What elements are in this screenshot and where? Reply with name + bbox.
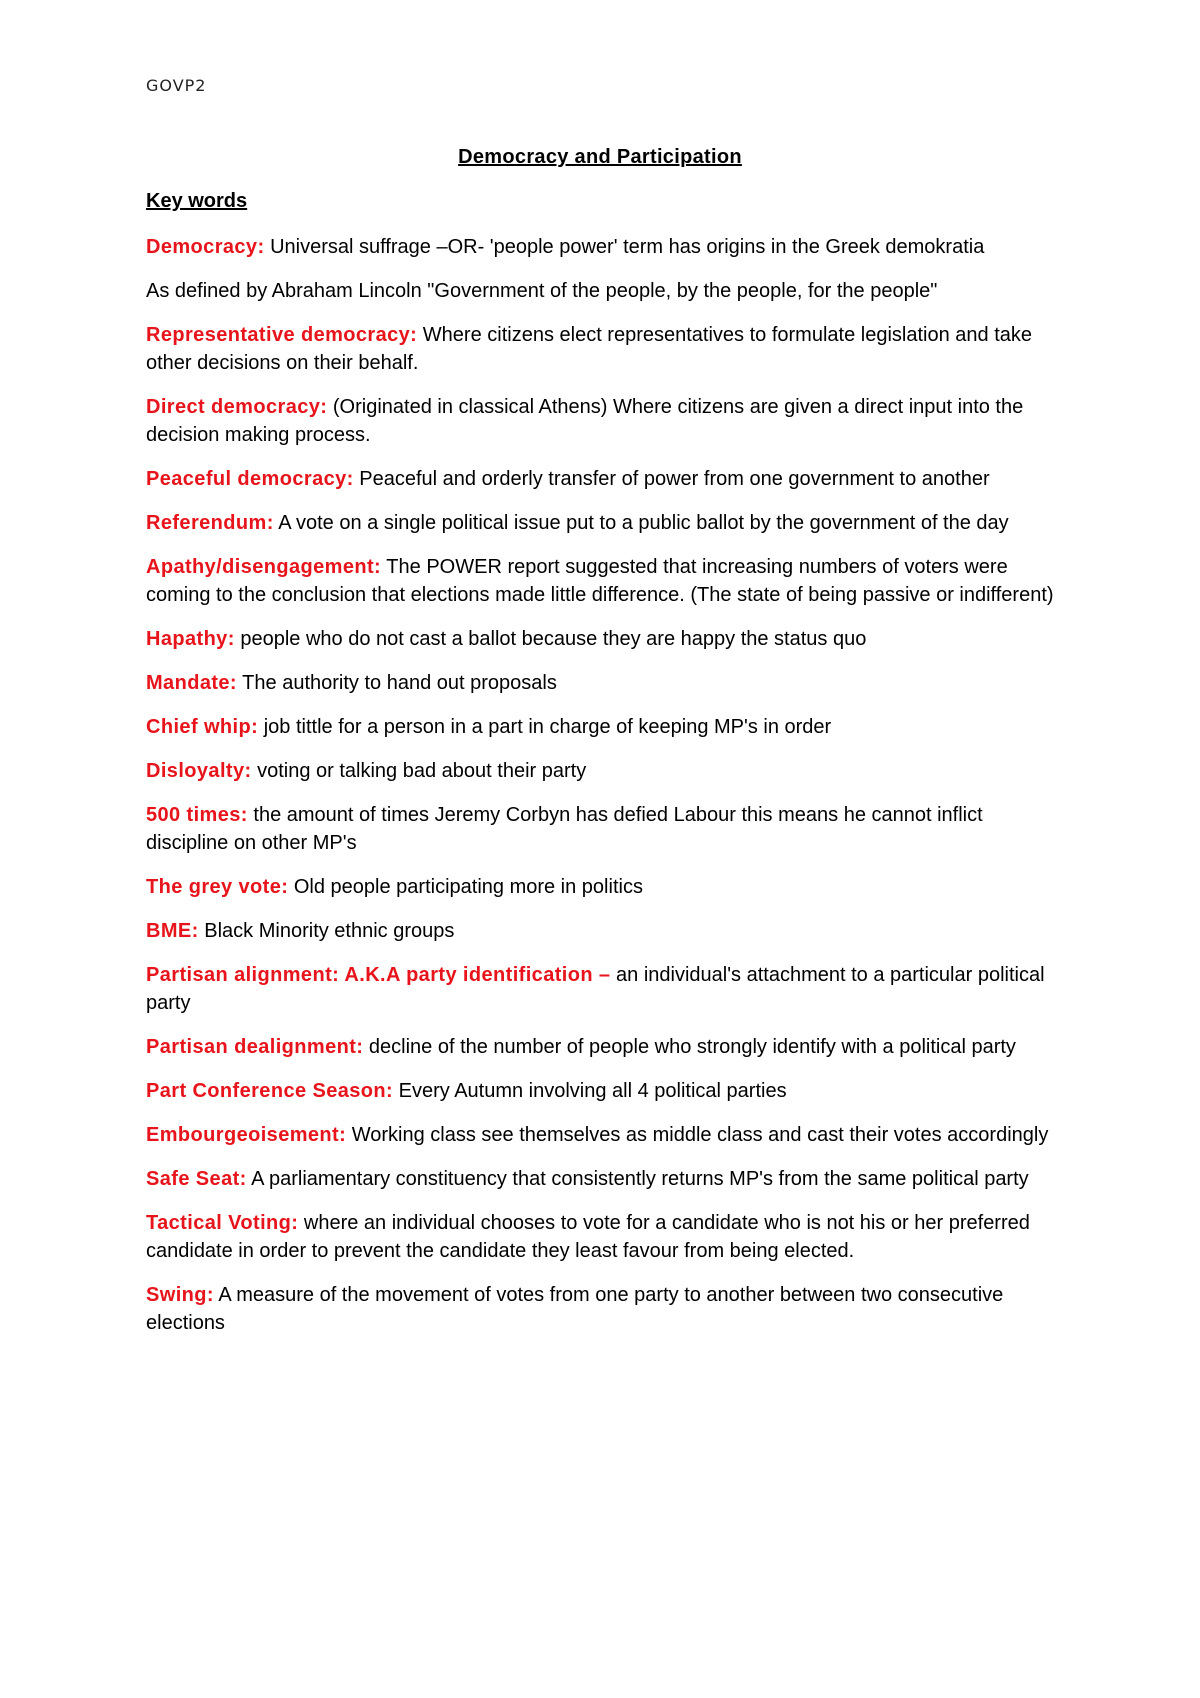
keyword-term: Representative democracy: xyxy=(146,324,418,346)
keyword-entry xyxy=(146,669,1066,697)
keyword-entry xyxy=(146,553,1066,609)
keyword-definition: voting or talking bad about their party xyxy=(251,760,587,782)
keyword-entry xyxy=(146,1165,1066,1193)
keyword-term: Direct democracy: xyxy=(146,396,328,418)
keyword-entry xyxy=(146,1033,1066,1061)
keyword-definition: Working class see themselves as middle class and cast their votes accordingly xyxy=(346,1124,1049,1146)
keyword-term: Hapathy: xyxy=(146,628,235,650)
keyword-entry xyxy=(146,465,1066,493)
keyword-term: Apathy/disengagement: xyxy=(146,556,382,578)
keyword-definition: A vote on a single political issue put to a public ballot by the government of the day xyxy=(273,512,1009,534)
keyword-definition: the amount of times Jeremy Corbyn has defied Labour this means he cannot inflict discipline on other MP's xyxy=(146,804,983,854)
section-heading: Key words xyxy=(146,190,248,212)
keyword-definition: The POWER report suggested that increasing numbers of voters were coming to the conclusion that elections made little difference. (The state of being passive or indifferent) xyxy=(146,556,1054,606)
keyword-entry xyxy=(146,1121,1066,1149)
keyword-list xyxy=(146,233,1066,1353)
keyword-entry xyxy=(146,961,1066,1017)
keyword-definition: an individual's attachment to a particular political party xyxy=(146,964,1045,1014)
keyword-term: Partisan dealignment: xyxy=(146,1036,364,1058)
keyword-definition: Every Autumn involving all 4 political parties xyxy=(393,1080,787,1102)
header-code: GOVP2 xyxy=(146,76,207,95)
keyword-entry xyxy=(146,1077,1066,1105)
keyword-term: The grey vote: xyxy=(146,876,289,898)
keyword-definition: Black Minority ethnic groups xyxy=(198,920,455,942)
keyword-entry xyxy=(146,393,1066,449)
keyword-definition: job tittle for a person in a part in charge of keeping MP's in order xyxy=(258,716,832,738)
keyword-definition: people who do not cast a ballot because they are happy the status quo xyxy=(234,628,867,650)
keyword-definition: Universal suffrage –OR- 'people power' term has origins in the Greek demokratia xyxy=(264,236,985,258)
keyword-term: Partisan alignment: A.K.A party identification – xyxy=(146,964,611,986)
document-title: Democracy and Participation xyxy=(458,146,742,168)
keyword-term: Chief whip: xyxy=(146,716,259,738)
keyword-definition: As defined by Abraham Lincoln "Government of the people, by the people, for the people" xyxy=(146,280,938,302)
keyword-definition: (Originated in classical Athens) Where citizens are given a direct input into the decision making process. xyxy=(146,396,1024,446)
keyword-entry xyxy=(146,873,1066,901)
keyword-term: Tactical Voting: xyxy=(146,1212,299,1234)
keyword-definition: where an individual chooses to vote for a candidate who is not his or her preferred candidate in order to prevent the candidate they least favour from being elected. xyxy=(146,1212,1030,1262)
keyword-definition: A measure of the movement of votes from one party to another between two consecutive elections xyxy=(146,1284,1004,1334)
keyword-entry xyxy=(146,233,1066,261)
keyword-entry xyxy=(146,713,1066,741)
keyword-definition: Where citizens elect representatives to formulate legislation and take other decisions on their behalf. xyxy=(146,324,1032,374)
keyword-term: Mandate: xyxy=(146,672,237,694)
keyword-entry xyxy=(146,509,1066,537)
keyword-term: BME: xyxy=(146,920,199,942)
keyword-definition: Old people participating more in politics xyxy=(288,876,643,898)
keyword-term: Referendum: xyxy=(146,512,274,534)
keyword-entry xyxy=(146,625,1066,653)
keyword-entry xyxy=(146,1281,1066,1337)
keyword-term: Safe Seat: xyxy=(146,1168,247,1190)
keyword-entry xyxy=(146,801,1066,857)
keyword-term: Embourgeoisement: xyxy=(146,1124,347,1146)
keyword-definition: decline of the number of people who strongly identify with a political party xyxy=(363,1036,1016,1058)
keyword-term: Disloyalty: xyxy=(146,760,252,782)
keyword-term: Peaceful democracy: xyxy=(146,468,354,490)
keyword-definition: A parliamentary constituency that consistently returns MP's from the same political party xyxy=(246,1168,1029,1190)
keyword-entry xyxy=(146,757,1066,785)
keyword-term: Part Conference Season: xyxy=(146,1080,394,1102)
keyword-definition: Peaceful and orderly transfer of power from one government to another xyxy=(353,468,990,490)
keyword-entry xyxy=(146,321,1066,377)
keyword-entry xyxy=(146,277,1066,305)
keyword-entry xyxy=(146,917,1066,945)
keyword-term: Democracy: xyxy=(146,236,265,258)
keyword-definition: The authority to hand out proposals xyxy=(236,672,557,694)
keyword-term: Swing: xyxy=(146,1284,214,1306)
keyword-entry xyxy=(146,1209,1066,1265)
keyword-term: 500 times: xyxy=(146,804,248,826)
